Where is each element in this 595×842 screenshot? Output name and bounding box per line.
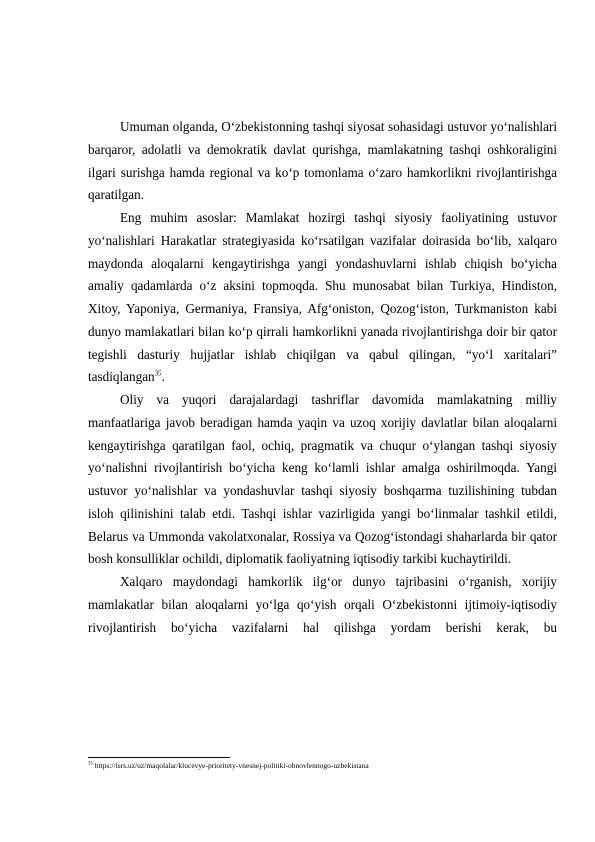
paragraph-4: Xalqaro maydondagi hamkorlik ilg‘or dunyo tajribasini o‘rganish, xorijiy mamlakatlar bilan aloqalarni yo‘lga qo‘yish orqali O‘zbekistonni ijtimoiy-iqtisodiy rivojlantirish bo‘yicha vazifalarni hal qilishga yordam berishi kerak, bu xyxy=(88,574,557,635)
paragraph-2-period: . xyxy=(161,369,165,385)
footnote-link[interactable]: https://isrs.uz/uz/maqolalar/klucevye-prioritety-vnesnej-politiki-obnovlennogo-uzbekistana xyxy=(94,761,369,770)
paragraph-2-text: Eng muhim asoslar: Mamlakat hozirgi tashqi siyosiy faoliyatining ustuvor yo‘nalishlari Harakatlar strategiyasida ko‘rsatilgan vazifalar doirasida bo‘lib, xalqaro maydonda aloqalarni kengaytirishga yangi yondashuvlarni ishlab chiqish bo‘yicha amaliy qadamlarda o‘z aksini topmoqda. Shu munosabat bilan Turkiya, Hindiston, Xitoy, Yaponiya, Germaniya, Fransiya, Afg‘oniston, Qozog‘iston, Turkmaniston kabi dunyo mamlakatlari bilan ko‘p qirrali hamkorlikni yanada rivojlantirishga doir bir qator tegishli dasturiy hujjatlar ishlab chiqilgan va qabul qilingan, “yo‘l xaritalari” tasdiqlangan xyxy=(88,210,557,385)
footnote xyxy=(88,761,557,771)
paragraph-1: Umuman olganda, O‘zbekistonning tashqi siyosat sohasidagi ustuvor yo‘nalishlari barqaror, adolatli va demokratik davlat qurishga, mamlakatning tashqi oshkoraligini ilgari surishga hamda regional va ko‘p tomonlama o‘zaro hamkorlikni rivojlantirishga qaratilgan. xyxy=(88,119,557,203)
footnote-separator xyxy=(88,757,230,758)
paragraph-3: Oliy va yuqori darajalardagi tashriflar davomida mamlakatning milliy manfaatlariga javob beradigan hamda yaqin va uzoq xorijiy davlatlar bilan aloqalarni kengaytirishga qaratilgan faol, ochiq, pragmatik va chuqur o‘ylangan tashqi siyosiy yo‘nalishni rivojlantirish bo‘yicha keng ko‘lamli ishlar amalga oshirilmoqda. Yangi ustuvor yo‘nalishlar va yondashuvlar tashqi siyosiy boshqarma tuzilishining tubdan isloh qilinishini talab etdi. Tashqi ishlar vazirligida yangi bo‘linmalar tashkil etildi, Belarus va Ummonda vakolatxonalar, Rossiya va Qozog‘istondagi shaharlarda bir qator bosh konsulliklar ochildi, diplomatik faoliyatning iqtisodiy tarkibi kuchaytirildi. xyxy=(88,392,557,567)
footnote-reference[interactable]: 35 xyxy=(154,369,162,378)
paragraph-2 xyxy=(88,207,557,389)
body-text xyxy=(88,116,557,639)
footnote-number: 35 xyxy=(88,761,93,767)
